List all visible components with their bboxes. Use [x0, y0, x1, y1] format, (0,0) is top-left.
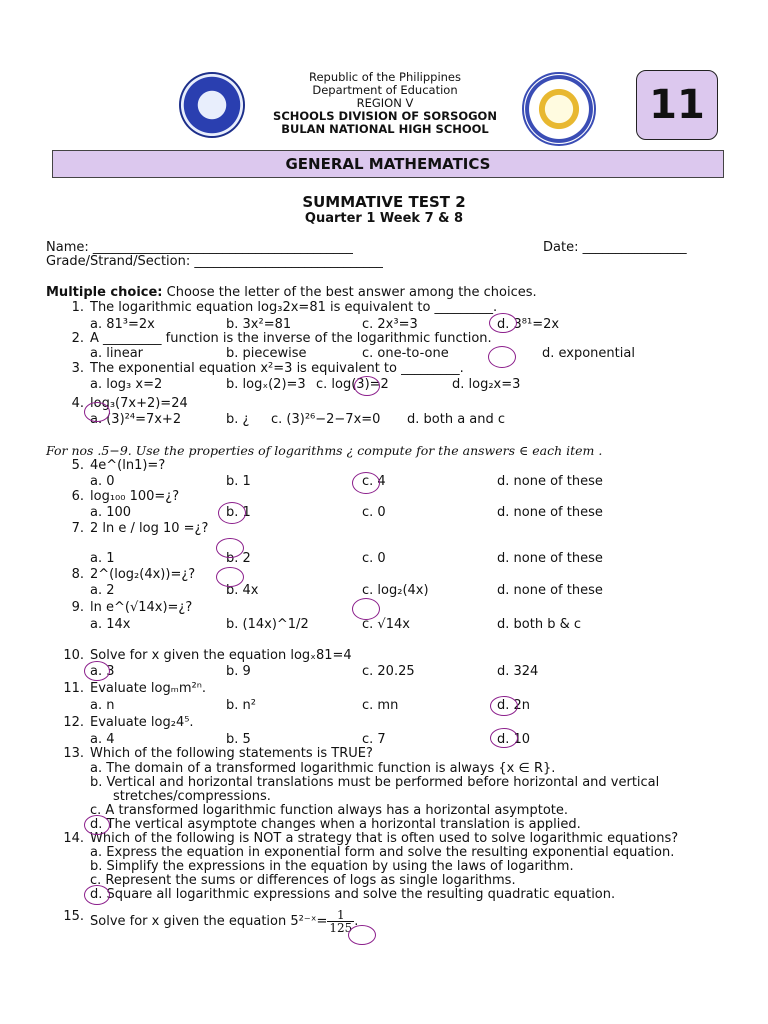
question-stem-text: The exponential equation x²=3 is equivalent to _________. [90, 361, 464, 376]
instructions-label: Multiple choice: [46, 285, 163, 300]
answer-choice[interactable]: a. Express the equation in exponential form and solve the resulting exponential equation. [90, 845, 675, 860]
answer-choice[interactable]: d. 324 [497, 664, 539, 679]
question-number: 2. [71, 331, 84, 346]
test-title: SUMMATIVE TEST 2 [302, 193, 466, 211]
question-stem-text: A _________ function is the inverse of the logarithmic function. [90, 331, 492, 346]
question-stem [90, 746, 373, 761]
question-number: 5. [71, 458, 84, 473]
answer-choice[interactable]: c. 0 [362, 551, 386, 566]
answer-choice[interactable]: a. 4 [90, 732, 115, 747]
answer-choice[interactable]: a. 14x [90, 617, 131, 632]
header-line-2: Department of Education [312, 83, 458, 97]
answer-choice[interactable]: d. log₂x=3 [452, 377, 521, 392]
answer-choice[interactable]: c. 20.25 [362, 664, 415, 679]
answer-choice[interactable]: a. (3)²⁴=7x+2 [90, 412, 182, 427]
question-stem-text: log₃(7x+2)=24 [90, 396, 188, 411]
header-line-1: Republic of the Philippines [308, 70, 462, 84]
question-number: 14. [63, 831, 84, 846]
question-number: 3. [71, 361, 84, 376]
question-stem-text: Which of the following statements is TRUE? [90, 746, 373, 761]
question-stem-text: Which of the following is NOT a strategy that is often used to solve logarithmic equations? [90, 831, 679, 846]
question-stem [90, 361, 464, 376]
answer-choice[interactable]: b. n² [226, 698, 256, 713]
answer-choice[interactable]: b. Vertical and horizontal translations must be performed before horizontal and vertical [90, 775, 660, 790]
answer-choice[interactable]: a. 100 [90, 505, 132, 520]
subject-title: GENERAL MATHEMATICS [52, 150, 724, 178]
question-stem [90, 458, 165, 473]
answer-choice[interactable]: a. 81³=2x [90, 317, 155, 332]
answer-choice[interactable]: c. 0 [362, 505, 386, 520]
answer-choice[interactable]: c. one-to-one [362, 346, 449, 361]
question-stem [90, 715, 194, 730]
question-number: 13. [63, 746, 84, 761]
question-number: 8. [71, 567, 84, 582]
instructions-text: Choose the letter of the best answer among the choices. [166, 285, 537, 300]
answer-mark [488, 346, 516, 368]
question-number: 9. [71, 600, 84, 615]
answer-choice[interactable]: d. both b & c [497, 617, 581, 632]
answer-choice[interactable]: c. Represent the sums or differences of logs as single logarithms. [90, 873, 516, 888]
question-stem-text: 2 ln e / log 10 =¿? [90, 521, 209, 536]
name-field[interactable]: Name: ________________________________________ [46, 240, 353, 255]
answer-choice[interactable]: c. A transformed logarithmic function always has a horizontal asymptote. [90, 803, 569, 818]
question-stem-text: ln e^(√14x)=¿? [90, 600, 193, 615]
fraction [327, 909, 354, 934]
question-number: 10. [63, 648, 84, 663]
answer-choice[interactable]: d. 3⁸¹=2x [497, 317, 560, 332]
answer-choice[interactable]: c. log₂(4x) [362, 583, 429, 598]
answer-choice[interactable]: d. none of these [497, 583, 603, 598]
answer-choice[interactable]: c. log(3)=2 [316, 377, 389, 392]
fraction-numerator: 1 [327, 909, 354, 922]
fraction-denominator: 125 [329, 921, 353, 935]
answer-choice[interactable]: d. both a and c [407, 412, 506, 427]
question-number: 7. [71, 521, 84, 536]
answer-choice[interactable]: b. logₓ(2)=3 [226, 377, 306, 392]
question-stem [90, 567, 195, 582]
question-number: 15. [63, 909, 84, 924]
header-line-5: BULAN NATIONAL HIGH SCHOOL [281, 122, 489, 136]
answer-choice[interactable]: d. 10 [497, 732, 531, 747]
answer-choice[interactable]: d. The vertical asymptote changes when a horizontal translation is applied. [90, 817, 581, 832]
question-stem [90, 648, 352, 663]
answer-choice[interactable]: b. 4x [226, 583, 259, 598]
answer-choice[interactable]: stretches/compressions. [113, 789, 271, 804]
answer-choice[interactable]: d. none of these [497, 505, 603, 520]
answer-choice[interactable]: b. 5 [226, 732, 251, 747]
question-stem-text: The logarithmic equation log₃2x=81 is equivalent to _________. [90, 300, 498, 315]
question-stem-text: 2^(log₂(4x))=¿? [90, 567, 196, 582]
answer-choice[interactable]: c. √14x [362, 617, 410, 632]
question-stem [90, 909, 358, 934]
answer-choice[interactable]: a. linear [90, 346, 144, 361]
answer-choice[interactable]: b. ¿ [226, 412, 250, 427]
answer-choice[interactable]: d. Square all logarithmic expressions and solve the resulting quadratic equation. [90, 887, 616, 902]
answer-choice[interactable]: d. exponential [542, 346, 635, 361]
answer-choice[interactable]: c. (3)²⁶−2−7x=0 [271, 412, 381, 427]
grade-section-field[interactable]: Grade/Strand/Section: _____________________________ [46, 254, 383, 269]
question-stem-text: Evaluate logₘm²ⁿ. [90, 681, 207, 696]
question-stem [90, 600, 192, 615]
answer-choice[interactable]: a. The domain of a transformed logarithmic function is always {x ∈ R}. [90, 761, 556, 776]
answer-choice[interactable]: a. log₃ x=2 [90, 377, 163, 392]
question-stem [90, 300, 497, 315]
answer-choice[interactable]: b. (14x)^1/2 [226, 617, 309, 632]
question-stem-text: Solve for x given the equation 5²⁻ˣ= [90, 914, 328, 929]
grade-badge: 11 [636, 70, 718, 140]
question-stem [90, 681, 206, 696]
answer-choice[interactable]: d. 2n [497, 698, 531, 713]
question-stem [90, 396, 188, 411]
answer-choice[interactable]: b. 1 [226, 505, 251, 520]
answer-choice[interactable]: d. none of these [497, 474, 603, 489]
question-stem-text: Evaluate log₂4⁵. [90, 715, 194, 730]
answer-choice[interactable]: b. 3x²=81 [226, 317, 292, 332]
answer-choice[interactable]: b. 2 [226, 551, 251, 566]
test-subtitle: Quarter 1 Week 7 & 8 [304, 211, 464, 226]
question-stem [90, 521, 208, 536]
answer-choice[interactable]: c. 4 [362, 474, 386, 489]
question-number: 12. [63, 715, 84, 730]
answer-choice[interactable]: a. 3 [90, 664, 115, 679]
answer-choice[interactable]: a. 1 [90, 551, 115, 566]
question-stem [90, 831, 678, 846]
question-stem [90, 331, 492, 346]
answer-choice[interactable]: c. 2x³=3 [362, 317, 418, 332]
question-number: 1. [71, 300, 84, 315]
question-number: 4. [71, 396, 84, 411]
date-field[interactable]: Date: ________________ [543, 240, 687, 255]
answer-choice[interactable]: a. 0 [90, 474, 115, 489]
answer-choice[interactable]: b. 9 [226, 664, 251, 679]
note-5-9: For nos .5−9. Use the properties of logarithms ¿ compute for the answers ∈ each item . [46, 443, 603, 458]
question-stem-text: log₁₀₀ 100=¿? [90, 489, 180, 504]
answer-choice[interactable]: c. mn [362, 698, 399, 713]
header-line-3: REGION V [356, 96, 414, 110]
answer-choice[interactable]: d. none of these [497, 551, 603, 566]
instructions [46, 285, 537, 300]
question-stem-text: Solve for x given the equation logₓ81=4 [90, 648, 352, 663]
answer-choice[interactable]: b. 1 [226, 474, 251, 489]
answer-choice[interactable]: c. 7 [362, 732, 386, 747]
answer-choice[interactable]: a. 2 [90, 583, 115, 598]
question-number: 6. [71, 489, 84, 504]
question-stem-end: . [354, 914, 359, 929]
answer-choice[interactable]: b. piecewise [226, 346, 307, 361]
answer-choice[interactable]: a. n [90, 698, 115, 713]
question-stem [90, 489, 179, 504]
question-stem-text: 4e^(ln1)=? [90, 458, 166, 473]
answer-choice[interactable]: b. Simplify the expressions in the equation by using the laws of logarithm. [90, 859, 574, 874]
header-line-4: SCHOOLS DIVISION OF SORSOGON [273, 109, 497, 123]
question-number: 11. [63, 681, 84, 696]
